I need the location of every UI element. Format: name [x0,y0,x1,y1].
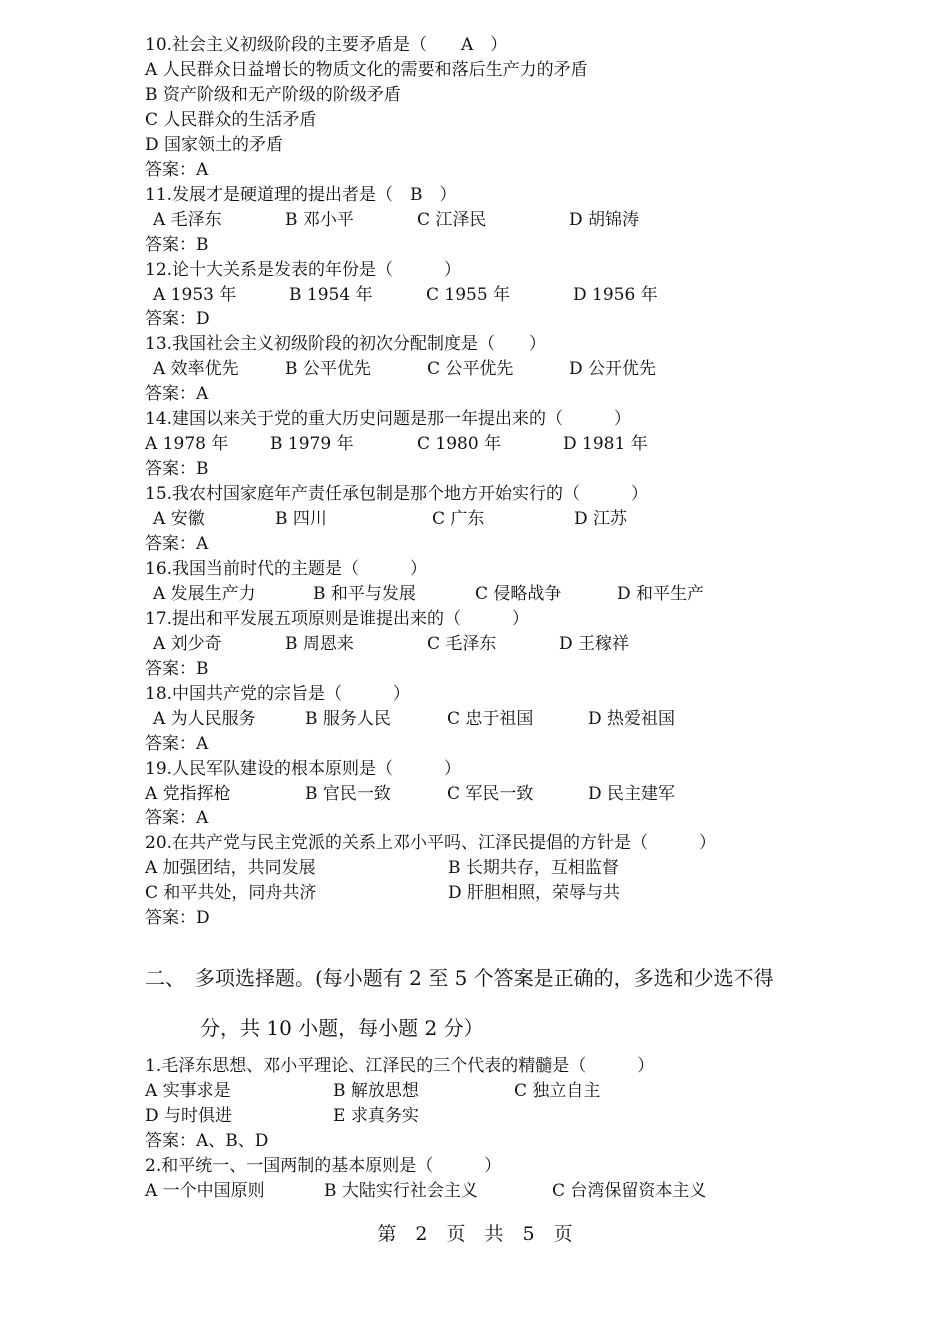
option-a: A 党指挥枪 [145,783,231,804]
option-c: C 1955 年 [426,284,511,305]
option-d: D 1981 年 [563,434,648,455]
option-a: A 一个中国原则 [145,1180,265,1201]
option-a: A 毛泽东 [153,209,222,230]
option-b: B 官民一致 [305,783,391,804]
option-a: A 1953 年 [153,284,237,305]
option-b: B 大陆实行社会主义 [324,1180,478,1201]
question-stem: 18.中国共产党的宗旨是（ ） [145,683,411,704]
question-stem: 19.人民军队建设的根本原则是（ ） [145,758,462,779]
option-c: C 1980 年 [417,434,502,455]
option-a: D 国家领土的矛盾 [145,134,284,155]
section-heading-cont: 分，共 10 小题，每小题 2 分） [200,1016,484,1040]
option-c: C 公平优先 [427,359,514,380]
option-d: D 胡锦涛 [569,209,640,230]
answer-line: 答案：B [145,459,209,480]
answer-line: 答案：A、B、D [145,1130,269,1151]
option-c: C 江泽民 [417,209,487,230]
option-a: A 刘少奇 [153,633,222,654]
option-b: B 1979 年 [270,434,354,455]
option-b: B 1954 年 [289,284,373,305]
question-stem: 15.我农村国家庭年产责任承包制是那个地方开始实行的（ ） [145,484,649,505]
question-stem: 2.和平统一、一国两制的基本原则是（ ） [145,1155,502,1176]
answer-line: 答案：A [145,384,209,405]
option-b: B 解放思想 [333,1080,419,1101]
answer-line: 答案：B [145,658,209,679]
question-stem: 10.社会主义初级阶段的主要矛盾是（ A ） [145,35,508,55]
option-a: A 实事求是 [145,1080,231,1101]
option-c: C 独立自主 [514,1080,601,1101]
question-stem: 16.我国当前时代的主题是（ ） [145,558,428,579]
option-c: C 广东 [432,509,485,530]
answer-line: 答案：A [145,733,209,754]
option-c: C 台湾保留资本主义 [552,1180,707,1201]
question-stem: 1.毛泽东思想、邓小平理论、江泽民的三个代表的精髓是（ ） [145,1056,655,1076]
option-d: D 和平生产 [617,583,705,604]
option-a: A 安徽 [153,509,205,530]
answer-line: 答案：B [145,234,209,255]
option-b: B 四川 [275,509,327,530]
option-c: C 毛泽东 [427,633,497,654]
answer-line: 答案：A [145,159,209,180]
question-stem: 11.发展才是硬道理的提出者是（ B ） [145,184,457,205]
option-d: D 民主建军 [588,783,676,804]
question-stem: 17.提出和平发展五项原则是谁提出来的（ ） [145,608,530,629]
option-d: D 公开优先 [569,359,657,380]
question-stem: 20.在共产党与民主党派的关系上邓小平吗、江泽民提倡的方针是（ ） [145,833,717,854]
option-d: D 热爱祖国 [588,708,676,729]
option-d: D 江苏 [574,509,628,530]
option-b: D 肝胆相照，荣辱与共 [448,883,621,904]
question-stem: 14.建国以来关于党的重大历史问题是那一年提出来的（ ） [145,409,632,430]
option-a: C 和平共处，同舟共济 [145,883,317,904]
option-b: B 公平优先 [285,359,371,380]
option-b: B 邓小平 [285,209,354,230]
question-stem: 12.论十大关系是发表的年份是（ ） [145,259,462,280]
option-c: C 忠于祖国 [447,708,534,729]
answer-line: 答案：D [145,309,210,330]
option-d: D 王稼祥 [559,633,630,654]
option-c: C 侵略战争 [475,583,562,604]
option-b: B 和平与发展 [313,583,416,604]
option-a: A 加强团结，共同发展 [145,858,316,879]
option-a: B 资产阶级和无产阶级的阶级矛盾 [145,84,401,105]
option-b: B 周恩来 [285,633,354,654]
option-b: E 求真务实 [333,1105,419,1126]
option-b: B 服务人民 [305,708,391,729]
option-a: A 人民群众日益增长的物质文化的需要和落后生产力的矛盾 [145,59,588,80]
answer-line: 答案：D [145,908,210,929]
page-footer: 第 2 页 共 5 页 [377,1223,573,1245]
option-a: A 为人民服务 [153,708,256,729]
option-a: A 1978 年 [145,434,229,455]
option-b: B 长期共存，互相监督 [448,858,619,879]
section-heading: 二、 多项选择题。(每小题有 2 至 5 个答案是正确的，多选和少选不得 [145,966,774,990]
option-c: C 军民一致 [447,783,534,804]
answer-line: 答案：A [145,534,209,554]
option-a: A 效率优先 [153,359,239,380]
option-a: C 人民群众的生活矛盾 [145,109,317,130]
option-a: D 与时俱进 [145,1105,233,1126]
option-d: D 1956 年 [573,284,658,305]
question-stem: 13.我国社会主义初级阶段的初次分配制度是（ ） [145,334,547,355]
answer-line: 答案：A [145,808,209,829]
option-a: A 发展生产力 [153,583,256,604]
